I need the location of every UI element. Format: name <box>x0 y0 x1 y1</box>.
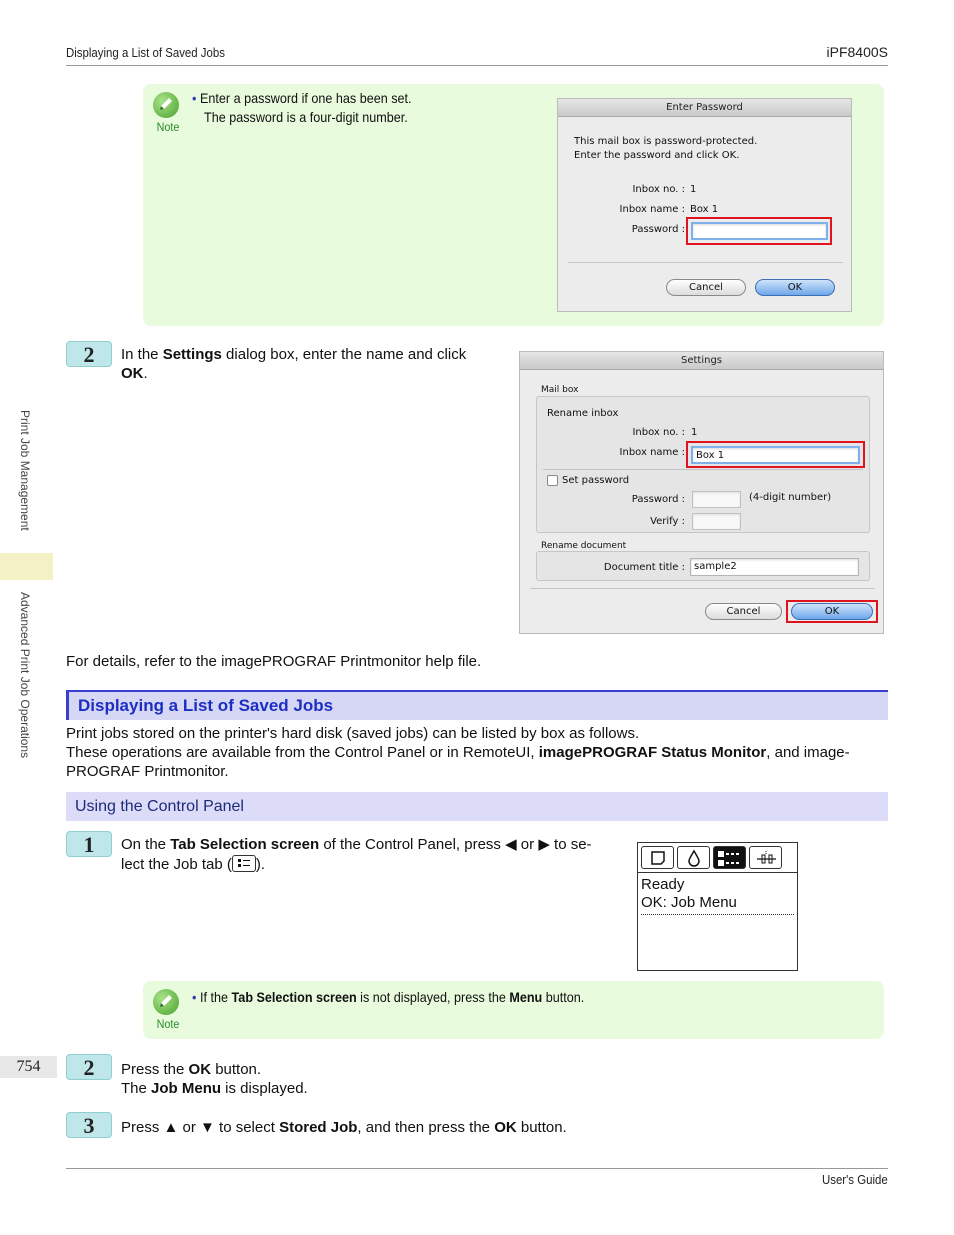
note-line-1: • Enter a password if one has been set. <box>192 90 412 106</box>
inbox-name-input-value: Box 1 <box>696 450 725 461</box>
header-divider <box>66 65 888 66</box>
lcd-hint-line: OK: Job Menu <box>641 894 737 911</box>
right-arrow-icon: ▶ <box>538 836 550 853</box>
dialog-separator <box>568 262 843 263</box>
note-label: Note <box>156 1017 180 1031</box>
settings-dialog <box>519 351 884 634</box>
subsection-heading-text: Using the Control Panel <box>75 798 244 815</box>
dialog-message-1: This mail box is password-protected. <box>574 136 758 147</box>
document-title-value: sample2 <box>694 561 737 572</box>
ok-button[interactable]: OK <box>755 279 835 296</box>
note-label: Note <box>156 120 180 134</box>
note-box-tab-selection <box>143 981 884 1039</box>
side-tab-highlight <box>0 553 53 580</box>
paper-tab-icon[interactable] <box>641 846 674 869</box>
document-title-input[interactable] <box>690 558 859 576</box>
left-arrow-icon: ◀ <box>505 836 517 853</box>
intro-line-3: PROGRAF Printmonitor. <box>66 763 229 780</box>
lcd-status-line: Ready <box>641 876 685 893</box>
page-number: 754 <box>0 1056 57 1078</box>
intro-line-1: Print jobs stored on the printer's hard disk (saved jobs) can be listed by box as follows. <box>66 725 640 742</box>
note-2-text: • If the Tab Selection screen is not displayed, press the Menu button. <box>192 989 585 1005</box>
password-hint: (4-digit number) <box>749 492 832 503</box>
step-number-1: 1 <box>66 831 112 857</box>
subsection-heading <box>66 792 888 821</box>
dialog-title: Enter Password <box>558 99 851 117</box>
mailbox-group <box>536 396 870 533</box>
section-heading-text: Displaying a List of Saved Jobs <box>78 696 334 715</box>
rename-document-group <box>536 551 870 581</box>
inbox-name-label: Inbox name : <box>619 447 685 458</box>
enter-password-dialog <box>557 98 852 312</box>
inbox-no-label: Inbox no. : <box>632 184 685 195</box>
password-label: Password : <box>631 224 685 235</box>
group-separator <box>543 469 863 470</box>
inbox-no-value: 1 <box>691 427 698 438</box>
details-text: For details, refer to the imagePROGRAF Printmonitor help file. <box>66 653 482 670</box>
set-password-checkbox[interactable] <box>547 475 558 486</box>
step-3-instruction: Press ▲ or ▼ to select Stored Job, and then press the OK button. <box>121 1119 567 1136</box>
inbox-name-label: Inbox name : <box>619 204 685 215</box>
footer-divider <box>66 1168 888 1169</box>
inbox-name-input[interactable] <box>691 446 860 464</box>
header-model: iPF8400S <box>826 44 888 60</box>
pencil-icon <box>153 92 179 118</box>
mailbox-group-label: Mail box <box>541 385 579 395</box>
password-label: Password : <box>631 494 685 505</box>
section-heading <box>66 690 888 720</box>
step-number-3: 3 <box>66 1112 112 1138</box>
dialog-separator <box>530 588 875 589</box>
control-panel-display <box>637 842 798 971</box>
dialog-title: Settings <box>520 352 883 370</box>
lcd-dotted-divider <box>641 914 794 915</box>
footer-guide-name: User's Guide <box>822 1172 888 1187</box>
dialog-message-2: Enter the password and click OK. <box>574 150 740 161</box>
header-section-title: Displaying a List of Saved Jobs <box>66 45 225 60</box>
note-box-password <box>143 84 884 326</box>
inbox-name-value: Box 1 <box>690 204 719 215</box>
job-tab-icon <box>232 855 256 872</box>
verify-label: Verify : <box>650 516 685 527</box>
ok-button[interactable]: OK <box>791 603 873 620</box>
side-tab-advanced-print-job-operations[interactable]: Advanced Print Job Operations <box>18 592 32 759</box>
password-input[interactable] <box>691 222 828 240</box>
cancel-button[interactable]: Cancel <box>666 279 746 296</box>
note-line-2: The password is a four-digit number. <box>204 109 408 125</box>
step-2-instruction: In the Settings dialog box, enter the name and click OK. <box>121 346 467 382</box>
side-tab-print-job-management[interactable]: Print Job Management <box>18 410 32 531</box>
inbox-no-value: 1 <box>690 184 697 195</box>
bullet-icon: • <box>192 90 197 106</box>
note-icon-group <box>153 989 183 1031</box>
step-1-instruction: On the Tab Selection screen of the Control Panel, press ◀ or ▶ to se- lect the Job tab ( ). <box>121 836 592 873</box>
job-tab-icon[interactable] <box>713 846 746 869</box>
step-number-2: 2 <box>66 341 112 367</box>
password-input[interactable] <box>692 491 741 508</box>
section-intro <box>66 724 888 781</box>
pencil-icon <box>153 989 179 1015</box>
ink-tab-icon[interactable] <box>677 846 710 869</box>
rename-inbox-label: Rename inbox <box>547 408 619 419</box>
document-title-label: Document title : <box>603 562 685 573</box>
bullet-icon: • <box>192 989 197 1005</box>
intro-line-2: These operations are available from the Control Panel or in RemoteUI, imagePROGRAF Status Monitor, and image- <box>66 744 850 761</box>
note-icon-group <box>153 92 183 134</box>
set-password-label: Set password <box>562 475 630 486</box>
lcd-tab-bar <box>638 843 797 873</box>
inbox-no-label: Inbox no. : <box>632 427 685 438</box>
verify-input[interactable] <box>692 513 741 530</box>
step-number-2b: 2 <box>66 1054 112 1080</box>
rename-document-group-label: Rename document <box>541 541 627 551</box>
settings-tab-icon[interactable] <box>749 846 782 869</box>
step-2b-instruction: Press the OK button. The Job Menu is displayed. <box>121 1061 308 1097</box>
cancel-button[interactable]: Cancel <box>705 603 782 620</box>
